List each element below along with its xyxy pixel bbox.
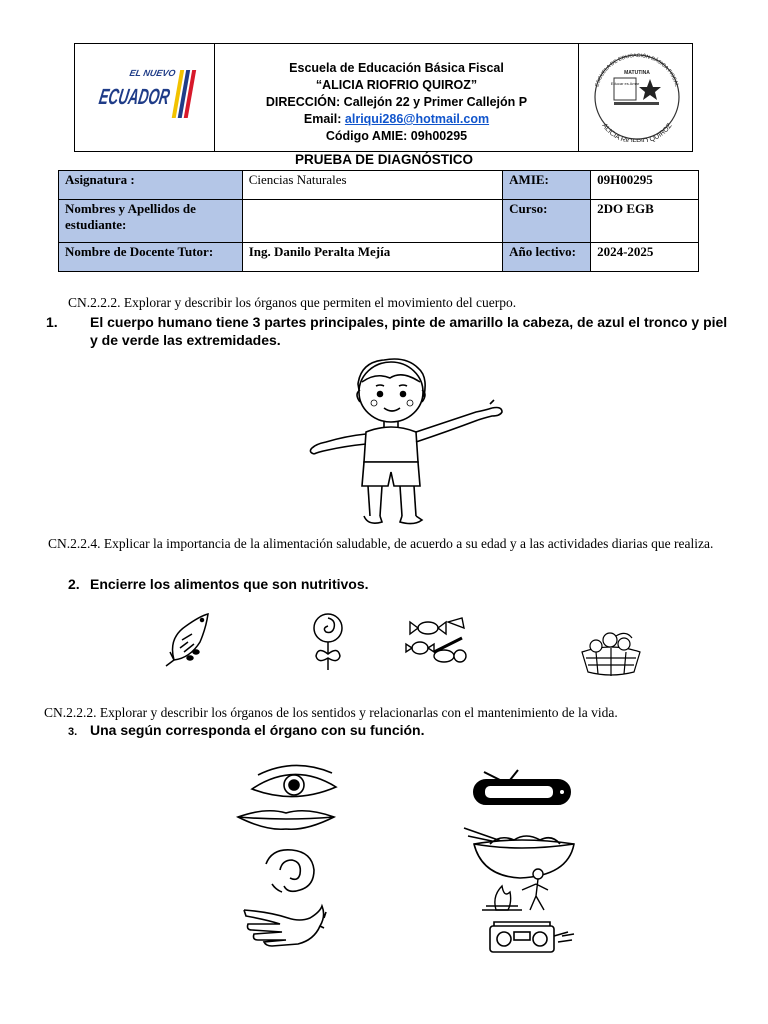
question-3-text: Una según corresponda el órgano con su función.: [90, 722, 425, 738]
email-label: Email:: [303, 112, 342, 126]
subject-label: Asignatura :: [59, 171, 243, 200]
course-value: 2DO EGB: [591, 200, 699, 243]
question-3-number: 3.: [68, 726, 78, 738]
year-value: 2024-2025: [591, 243, 699, 272]
amie-value: 09H00295: [591, 171, 699, 200]
question-1-number: 1.: [46, 314, 58, 330]
email-link[interactable]: alriqui286@hotmail.com: [344, 112, 490, 126]
year-label: Año lectivo:: [503, 243, 591, 272]
question-2-text: Encierre los alimentos que son nutritivos.: [90, 576, 369, 592]
eye-image[interactable]: [248, 765, 340, 803]
school-header: [74, 43, 693, 152]
logo-small-text: EL NUEVO: [128, 68, 177, 78]
logo-big-text: ECUADOR: [97, 84, 213, 109]
objective-1: CN.2.2.2. Explorar y describir los órganos que permiten el movimiento del cuerpo.: [68, 295, 517, 310]
ministry-logo-cell: [75, 44, 215, 151]
lollipop-image: [302, 610, 352, 680]
radio-image[interactable]: [484, 920, 578, 956]
campfire-cook-image[interactable]: [476, 866, 556, 914]
lips-image[interactable]: [236, 805, 336, 831]
page-title: PRUEBA DE DIAGNÓSTICO: [294, 152, 473, 167]
teacher-label: Nombre de Docente Tutor:: [59, 243, 243, 272]
seal-mid-text: MATUTINA: [624, 70, 650, 76]
school-seal: [587, 52, 687, 147]
school-address: DIRECCIÓN: Callejón 22 y Primer Callejón P: [265, 95, 528, 109]
teacher-value: Ing. Danilo Peralta Mejía: [242, 243, 502, 272]
seal-motto-text: Educar es Amar: [610, 81, 640, 86]
question-3: [68, 721, 708, 741]
course-label: Curso:: [503, 200, 591, 243]
school-seal-cell: [578, 44, 693, 151]
child-figure-image: [306, 356, 506, 528]
fruit-basket-image: [576, 628, 646, 678]
objective-2: CN.2.2.4. Explicar la importancia de la alimentación saludable, de acuerdo a su edad y a las actividades diarias que realiza.: [48, 536, 714, 551]
school-line1: Escuela de Educación Básica Fiscal: [289, 61, 504, 75]
student-info-table: [58, 170, 699, 272]
ear-image[interactable]: [258, 846, 320, 894]
television-image[interactable]: [470, 768, 574, 806]
student-name-field[interactable]: [242, 200, 502, 243]
subject-value: Ciencias Naturales: [242, 171, 502, 200]
question-1: [46, 313, 730, 349]
fish-image: [160, 608, 220, 668]
amie-code: Código AMIE: 09h00295: [325, 129, 468, 143]
objective-3: CN.2.2.2. Explorar y describir los órganos de los sentidos y relacionarlas con el mantenimiento de la vida.: [44, 705, 618, 720]
email-row: [215, 111, 578, 128]
hand-image[interactable]: [240, 902, 332, 948]
seal-top-text: ESCUELA DE EDUCACIÓN BÁSICA FISCAL: [594, 52, 680, 88]
candies-image: [404, 612, 470, 668]
question-2-number: 2.: [68, 576, 80, 592]
school-info: [215, 44, 578, 151]
school-line2: “ALICIA RIOFRIO QUIROZ”: [315, 78, 478, 92]
student-label: Nombres y Apellidos de estudiante:: [59, 200, 243, 243]
question-2: [68, 575, 708, 593]
question-1-text: El cuerpo humano tiene 3 partes principales, pinte de amarillo la cabeza, de azul el tronco y piel y de verde las extremidades.: [90, 314, 728, 348]
ecuador-logo: [93, 54, 213, 142]
seal-bottom-text: ALICIA RIO O QUIROZ: [600, 122, 674, 142]
amie-label: AMIE:: [503, 171, 591, 200]
